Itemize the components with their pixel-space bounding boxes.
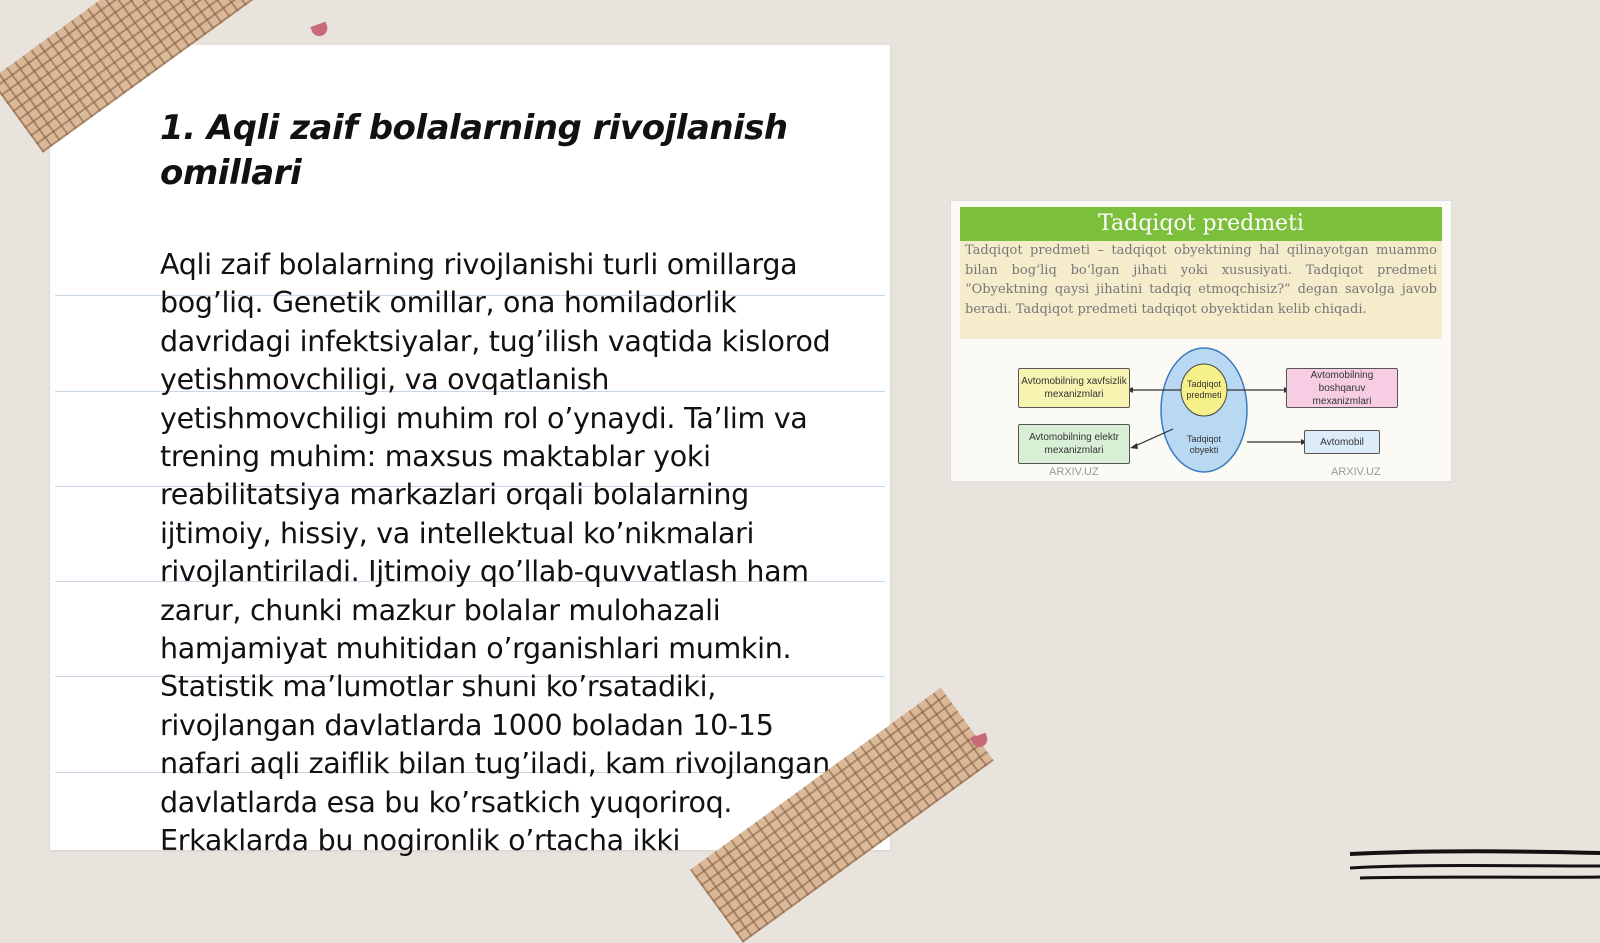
brush-strokes: [1350, 848, 1600, 888]
node-control: Avtomobilning boshqaruv mexanizmlari: [1286, 368, 1398, 408]
diagram-image: [950, 200, 1452, 482]
watermark-text: ARXIV.UZ: [1331, 466, 1381, 478]
slide-body-text: Aqli zaif bolalarning rivojlanishi turli omillarga bog’liq. Genetik omillar, ona homiladorlik davridagi infektsiyalar, tug’ilish vaqtida kislorod yetishmovchiligi, va ovqatlanish yetishmovchiligi muhim rol o’ynaydi. Ta’lim va trening muhim: maxsus maktablar yoki reabilitatsiya markazlari orqali bolalarning ijtimoiy, hissiy, va intellektual ko’nikmalari rivojlantiriladi. Ijtimoiy qo’llab-quvvatlash ham zarur, chunki mazkur bolalar mulohazali hamjamiyat muhitidan o’rganishlari mumkin. Statistik ma’lumotlar shuni ko’rsatadiki, rivojlangan davlatlarda 1000 boladan 10-15 nafari aqli zaiflik bilan tug’iladi, kam rivojlangan davlatlarda esa bu ko’rsatkich yuqoriroq. Erkaklarda bu nogironlik o’rtacha ikki: [160, 248, 831, 858]
watermark-text: ARXIV.UZ: [1049, 466, 1099, 478]
node-subject: Tadqiqot predmeti: [1186, 379, 1222, 400]
node-safety: Avtomobilning xavfsizlik mexanizmlari: [1018, 368, 1130, 408]
diagram-paragraph: Tadqiqot predmeti – tadqiqot obyektining hal qilinayotgan muammo bilan bog‘liq bo‘lgan jihati yoki xususiyati. Tadqiqot predmeti “Obyektning qaysi jihatini tadqiq etmoqchisiz?” degan savolga javob beradi. Tadqiqot predmeti tadqiqot obyektidan kelib chiqadi.: [960, 241, 1442, 339]
node-object: Tadqiqot obyekti: [1186, 434, 1222, 455]
node-electric: Avtomobilning elektr mexanizmlari: [1018, 424, 1130, 464]
pin-top: [310, 22, 329, 39]
diagram-header: Tadqiqot predmeti: [960, 207, 1442, 241]
slide-title: 1. Aqli zaif bolalarning rivojlanish omillari: [160, 108, 788, 193]
node-car: Avtomobil: [1304, 430, 1380, 454]
